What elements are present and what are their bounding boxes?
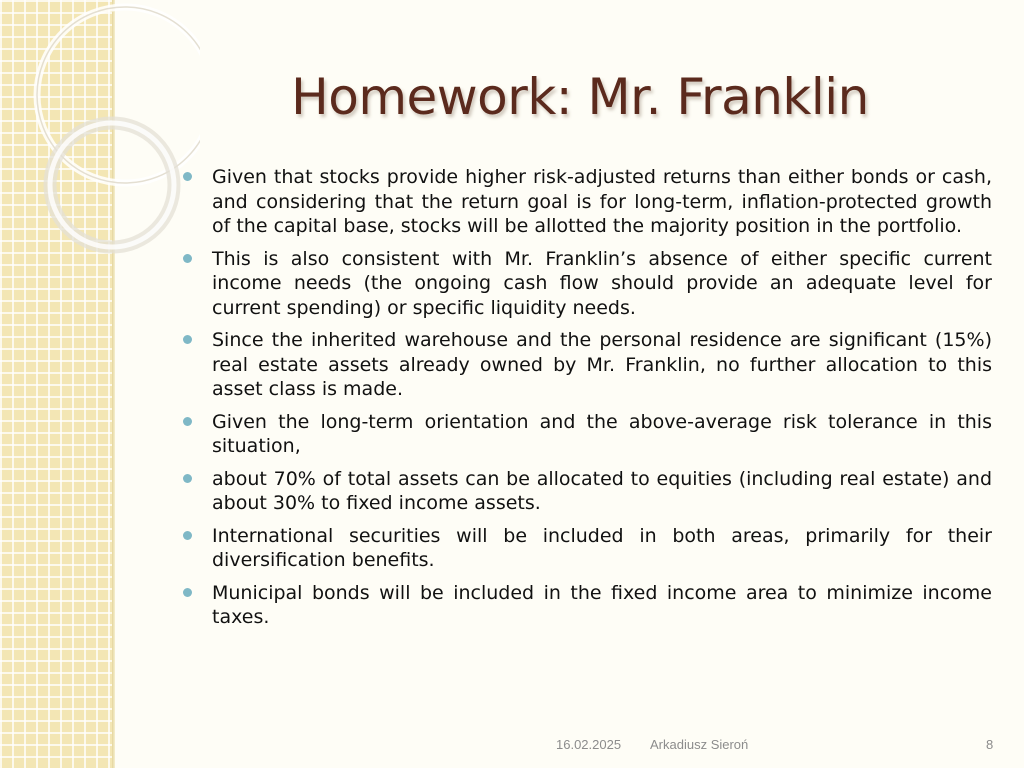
slide-title: Homework: Mr. Franklin	[291, 68, 869, 126]
bullet-text: This is also consistent with Mr. Franklin’s absence of either specific current income needs (the ongoing cash flow should provide an adequate level for current spending) or specific liquidity needs.	[212, 247, 992, 319]
bullet-item	[180, 165, 992, 239]
footer-date: 16.02.2025	[556, 737, 622, 752]
bullet-icon	[183, 254, 192, 263]
bullet-item	[180, 581, 992, 630]
bullet-text: Given that stocks provide higher risk-adjusted returns than either bonds or cash, and considering that the return goal is for long-term, inflation-protected growth of the capital base, stocks will be allotted the majority position in the portfolio.	[212, 166, 992, 237]
bullet-text: Municipal bonds will be included in the fixed income area to minimize income taxes.	[212, 581, 992, 628]
bullet-icon	[183, 588, 192, 597]
bullet-item	[180, 467, 992, 516]
bullet-list	[180, 165, 992, 638]
bullet-item	[180, 524, 992, 573]
bullet-text: Since the inherited warehouse and the personal residence are significant (15%) real estate assets already owned by Mr. Franklin, no further allocation to this asset class is made.	[212, 329, 992, 400]
footer-author: Arkadiusz Sieroń	[650, 737, 749, 752]
decorative-grid-strip	[0, 0, 112, 768]
bullet-item	[180, 328, 992, 402]
bullet-item	[180, 247, 992, 321]
slide-number: 8	[986, 737, 994, 752]
bullet-icon	[183, 531, 192, 540]
strip-edge-divider	[112, 0, 115, 768]
bullet-icon	[183, 417, 192, 426]
bullet-icon	[183, 474, 192, 483]
bullet-icon	[183, 172, 192, 181]
bullet-text: International securities will be included in both areas, primarily for their diversification benefits.	[212, 524, 992, 571]
bullet-text: Given the long-term orientation and the above-average risk tolerance in this situation,	[212, 410, 992, 457]
bullet-text: about 70% of total assets can be allocated to equities (including real estate) and about 30% to fixed income assets.	[212, 467, 992, 514]
bullet-item	[180, 410, 992, 459]
bullet-icon	[183, 335, 192, 344]
